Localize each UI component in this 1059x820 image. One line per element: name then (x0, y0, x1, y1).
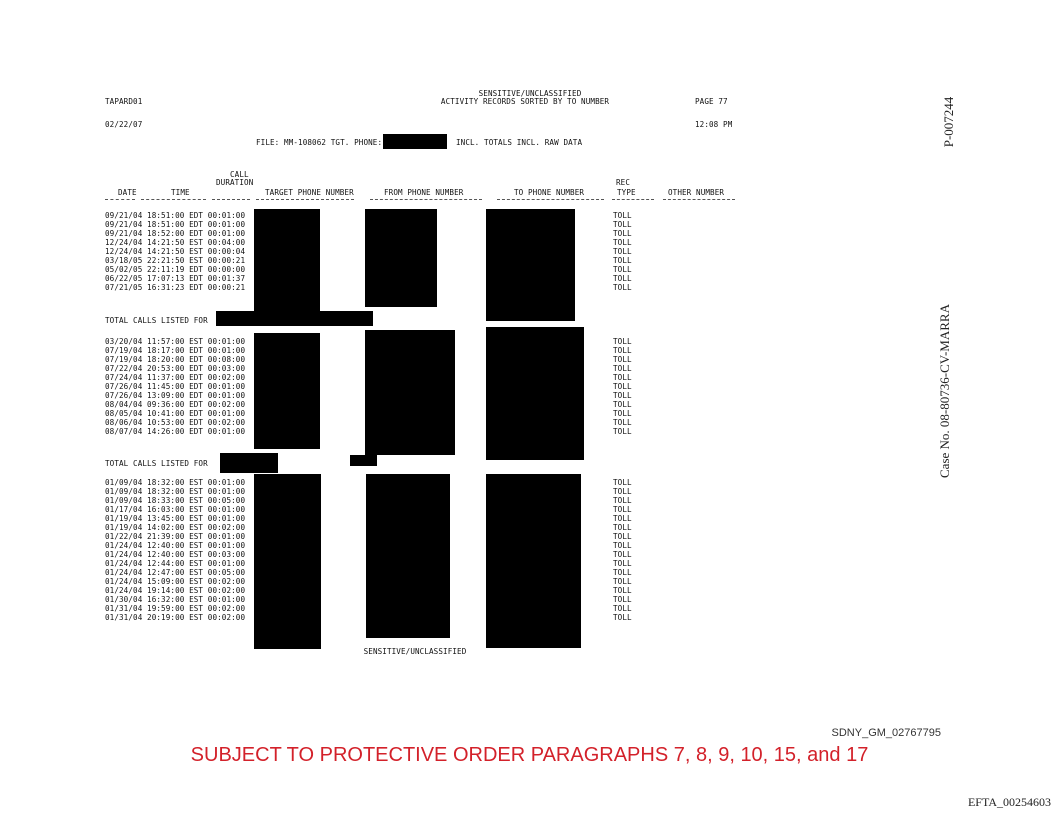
report-title: ACTIVITY RECORDS SORTED BY TO NUMBER (440, 97, 610, 106)
col-to-phone: TO PHONE NUMBER (514, 188, 585, 197)
case-number: Case No. 08-80736-CV-MARRA (937, 304, 952, 478)
redaction-block (365, 330, 455, 455)
redaction-block (254, 209, 320, 314)
header-rule (663, 199, 735, 200)
col-time: TIME (171, 188, 190, 197)
redaction-total (216, 311, 373, 326)
redaction-block (366, 474, 450, 638)
total-calls-label: TOTAL CALLS LISTED FOR (105, 459, 208, 468)
col-date: DATE (118, 188, 137, 197)
redaction-total (220, 453, 278, 473)
classification-header: SENSITIVE/UNCLASSIFIED (478, 89, 582, 98)
page-number: PAGE 77 (695, 97, 728, 106)
bates-stamp: P-007244 (941, 96, 956, 148)
header-rule (612, 199, 654, 200)
header-rule (141, 199, 206, 200)
col-duration: DURATION (216, 178, 254, 187)
report-date: 02/22/07 (105, 120, 143, 129)
file-line-right: INCL. TOTALS INCL. RAW DATA (456, 138, 583, 147)
protective-order-notice: SUBJECT TO PROTECTIVE ORDER PARAGRAPHS 7, 8, 9, 10, 15, and 17 (190, 744, 869, 766)
redaction-block (365, 209, 437, 307)
col-type: TYPE (617, 188, 636, 197)
redaction-block (254, 333, 320, 449)
header-rule (370, 199, 482, 200)
redaction-block (486, 474, 581, 648)
col-other-number: OTHER NUMBER (668, 188, 725, 197)
efta-id: EFTA_00254603 (967, 795, 1051, 809)
header-rule (256, 199, 354, 200)
header-rule (105, 199, 135, 200)
redaction-total (350, 455, 377, 466)
sdny-id: SDNY_GM_02767795 (831, 727, 941, 739)
report-id: TAPARD01 (105, 97, 143, 106)
classification-footer: SENSITIVE/UNCLASSIFIED (363, 647, 467, 656)
report-time: 12:08 PM (695, 120, 733, 129)
redaction-block (486, 209, 575, 321)
redaction-block (486, 327, 584, 460)
col-call: CALL (230, 170, 249, 179)
header-rule (212, 199, 250, 200)
col-rec: REC (616, 178, 631, 187)
redaction-target-phone (383, 134, 447, 149)
col-from-phone: FROM PHONE NUMBER (384, 188, 464, 197)
header-rule (497, 199, 604, 200)
file-line-left: FILE: MM-108062 TGT. PHONE: (256, 138, 383, 147)
redaction-block (254, 474, 321, 649)
col-target-phone: TARGET PHONE NUMBER (265, 188, 354, 197)
total-calls-label: TOTAL CALLS LISTED FOR (105, 316, 208, 325)
